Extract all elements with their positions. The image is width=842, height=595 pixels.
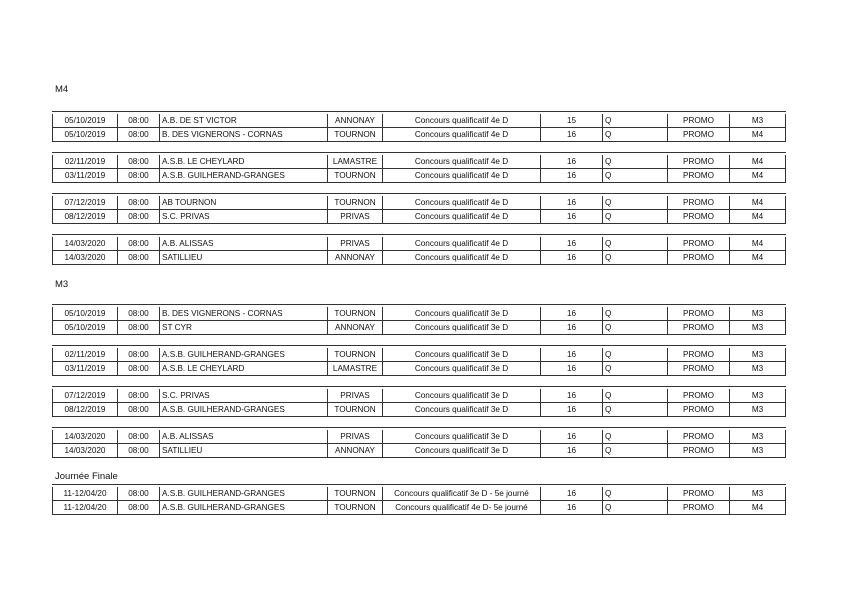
competition-cell: Concours qualificatif 4e D <box>382 251 540 264</box>
table-row <box>52 307 786 321</box>
time-cell: 08:00 <box>117 389 159 402</box>
number-cell: 16 <box>540 155 602 168</box>
time-cell: 08:00 <box>117 348 159 361</box>
level-cell: M3 <box>729 430 786 443</box>
table-row <box>52 321 786 335</box>
number-cell: 16 <box>540 444 602 457</box>
qualif-cell: Q <box>602 169 667 182</box>
competition-cell: Concours qualificatif 3e D <box>382 430 540 443</box>
m4-table-group <box>52 111 786 142</box>
club-cell: A.S.B. GUILHERAND-GRANGES <box>159 501 327 514</box>
competition-cell: Concours qualificatif 3e D - 5e journé <box>382 487 540 500</box>
category-cell: PROMO <box>667 389 729 402</box>
table-row <box>52 487 786 501</box>
table-top-border <box>52 304 786 305</box>
category-cell: PROMO <box>667 348 729 361</box>
time-cell: 08:00 <box>117 128 159 141</box>
competition-cell: Concours qualificatif 3e D <box>382 403 540 416</box>
table-row <box>52 362 786 376</box>
level-cell: M4 <box>729 128 786 141</box>
city-cell: ANNONAY <box>327 114 382 127</box>
time-cell: 08:00 <box>117 430 159 443</box>
level-cell: M4 <box>729 210 786 223</box>
category-cell: PROMO <box>667 155 729 168</box>
competition-cell: Concours qualificatif 4e D <box>382 128 540 141</box>
competition-cell: Concours qualificatif 3e D <box>382 321 540 334</box>
club-cell: A.S.B. GUILHERAND-GRANGES <box>159 169 327 182</box>
club-cell: A.S.B. LE CHEYLARD <box>159 362 327 375</box>
club-cell: B. DES VIGNERONS - CORNAS <box>159 128 327 141</box>
qualif-cell: Q <box>602 128 667 141</box>
date-cell: 05/10/2019 <box>52 128 117 141</box>
category-cell: PROMO <box>667 169 729 182</box>
m3-table-group <box>52 427 786 458</box>
competition-cell: Concours qualificatif 4e D <box>382 196 540 209</box>
time-cell: 08:00 <box>117 169 159 182</box>
number-cell: 16 <box>540 307 602 320</box>
club-cell: AB TOURNON <box>159 196 327 209</box>
club-cell: B. DES VIGNERONS - CORNAS <box>159 307 327 320</box>
date-cell: 05/10/2019 <box>52 321 117 334</box>
number-cell: 15 <box>540 114 602 127</box>
qualif-cell: Q <box>602 348 667 361</box>
time-cell: 08:00 <box>117 501 159 514</box>
table-row <box>52 430 786 444</box>
time-cell: 08:00 <box>117 403 159 416</box>
city-cell: LAMASTRE <box>327 362 382 375</box>
date-cell: 07/12/2019 <box>52 389 117 402</box>
date-cell: 07/12/2019 <box>52 196 117 209</box>
city-cell: TOURNON <box>327 169 382 182</box>
level-cell: M3 <box>729 487 786 500</box>
date-cell: 03/11/2019 <box>52 169 117 182</box>
city-cell: TOURNON <box>327 196 382 209</box>
time-cell: 08:00 <box>117 307 159 320</box>
date-cell: 02/11/2019 <box>52 348 117 361</box>
competition-cell: Concours qualificatif 3e D <box>382 348 540 361</box>
city-cell: LAMASTRE <box>327 155 382 168</box>
competition-cell: Concours qualificatif 4e D <box>382 114 540 127</box>
competition-cell: Concours qualificatif 4e D <box>382 155 540 168</box>
table-top-border <box>52 234 786 235</box>
category-cell: PROMO <box>667 444 729 457</box>
category-cell: PROMO <box>667 321 729 334</box>
category-cell: PROMO <box>667 237 729 250</box>
date-cell: 14/03/2020 <box>52 237 117 250</box>
table-row <box>52 169 786 183</box>
level-cell: M3 <box>729 389 786 402</box>
club-cell: ST CYR <box>159 321 327 334</box>
time-cell: 08:00 <box>117 444 159 457</box>
qualif-cell: Q <box>602 444 667 457</box>
level-cell: M3 <box>729 403 786 416</box>
table-row <box>52 114 786 128</box>
time-cell: 08:00 <box>117 210 159 223</box>
level-cell: M4 <box>729 155 786 168</box>
date-cell: 02/11/2019 <box>52 155 117 168</box>
city-cell: TOURNON <box>327 128 382 141</box>
city-cell: ANNONAY <box>327 321 382 334</box>
city-cell: TOURNON <box>327 307 382 320</box>
category-cell: PROMO <box>667 362 729 375</box>
club-cell: A.S.B. GUILHERAND-GRANGES <box>159 348 327 361</box>
competition-cell: Concours qualificatif 4e D- 5e journé <box>382 501 540 514</box>
competition-cell: Concours qualificatif 3e D <box>382 307 540 320</box>
club-cell: A.B. ALISSAS <box>159 237 327 250</box>
qualif-cell: Q <box>602 155 667 168</box>
section-title-m4: M4 <box>55 84 69 95</box>
category-cell: PROMO <box>667 501 729 514</box>
date-cell: 03/11/2019 <box>52 362 117 375</box>
city-cell: PRIVAS <box>327 237 382 250</box>
category-cell: PROMO <box>667 487 729 500</box>
time-cell: 08:00 <box>117 237 159 250</box>
table-row <box>52 128 786 142</box>
category-cell: PROMO <box>667 251 729 264</box>
number-cell: 16 <box>540 430 602 443</box>
finale-table-group <box>52 484 786 515</box>
time-cell: 08:00 <box>117 362 159 375</box>
number-cell: 16 <box>540 251 602 264</box>
time-cell: 08:00 <box>117 487 159 500</box>
level-cell: M3 <box>729 307 786 320</box>
date-cell: 08/12/2019 <box>52 403 117 416</box>
section-title-finale: Journée Finale <box>55 471 118 482</box>
date-cell: 08/12/2019 <box>52 210 117 223</box>
qualif-cell: Q <box>602 501 667 514</box>
city-cell: PRIVAS <box>327 430 382 443</box>
number-cell: 16 <box>540 348 602 361</box>
category-cell: PROMO <box>667 210 729 223</box>
category-cell: PROMO <box>667 114 729 127</box>
table-top-border <box>52 345 786 346</box>
level-cell: M3 <box>729 321 786 334</box>
table-row <box>52 501 786 515</box>
category-cell: PROMO <box>667 307 729 320</box>
club-cell: A.B. ALISSAS <box>159 430 327 443</box>
competition-cell: Concours qualificatif 3e D <box>382 389 540 402</box>
competition-cell: Concours qualificatif 4e D <box>382 210 540 223</box>
city-cell: PRIVAS <box>327 210 382 223</box>
number-cell: 16 <box>540 237 602 250</box>
section-title-m3: M3 <box>55 279 69 290</box>
table-top-border <box>52 111 786 112</box>
number-cell: 16 <box>540 389 602 402</box>
club-cell: A.S.B. GUILHERAND-GRANGES <box>159 403 327 416</box>
table-top-border <box>52 193 786 194</box>
level-cell: M4 <box>729 251 786 264</box>
time-cell: 08:00 <box>117 114 159 127</box>
club-cell: SATILLIEU <box>159 444 327 457</box>
date-cell: 11-12/04/20 <box>52 487 117 500</box>
level-cell: M4 <box>729 237 786 250</box>
table-row <box>52 155 786 169</box>
date-cell: 14/03/2020 <box>52 430 117 443</box>
club-cell: A.B. DE ST VICTOR <box>159 114 327 127</box>
number-cell: 16 <box>540 403 602 416</box>
level-cell: M4 <box>729 501 786 514</box>
number-cell: 16 <box>540 196 602 209</box>
time-cell: 08:00 <box>117 321 159 334</box>
competition-cell: Concours qualificatif 3e D <box>382 444 540 457</box>
qualif-cell: Q <box>602 114 667 127</box>
table-row <box>52 348 786 362</box>
club-cell: S.C. PRIVAS <box>159 210 327 223</box>
number-cell: 16 <box>540 210 602 223</box>
level-cell: M3 <box>729 444 786 457</box>
table-row <box>52 251 786 265</box>
city-cell: TOURNON <box>327 487 382 500</box>
category-cell: PROMO <box>667 196 729 209</box>
table-top-border <box>52 386 786 387</box>
table-row <box>52 210 786 224</box>
table-row <box>52 196 786 210</box>
level-cell: M3 <box>729 348 786 361</box>
number-cell: 16 <box>540 362 602 375</box>
table-top-border <box>52 484 786 485</box>
qualif-cell: Q <box>602 362 667 375</box>
competition-cell: Concours qualificatif 4e D <box>382 169 540 182</box>
club-cell: A.S.B. GUILHERAND-GRANGES <box>159 487 327 500</box>
qualif-cell: Q <box>602 321 667 334</box>
level-cell: M4 <box>729 196 786 209</box>
city-cell: TOURNON <box>327 403 382 416</box>
time-cell: 08:00 <box>117 155 159 168</box>
time-cell: 08:00 <box>117 196 159 209</box>
competition-cell: Concours qualificatif 4e D <box>382 237 540 250</box>
table-row <box>52 403 786 417</box>
date-cell: 14/03/2020 <box>52 444 117 457</box>
m3-table-group <box>52 304 786 335</box>
m4-table-group <box>52 152 786 183</box>
level-cell: M4 <box>729 169 786 182</box>
level-cell: M3 <box>729 362 786 375</box>
qualif-cell: Q <box>602 307 667 320</box>
time-cell: 08:00 <box>117 251 159 264</box>
club-cell: SATILLIEU <box>159 251 327 264</box>
table-row <box>52 389 786 403</box>
m4-table-group <box>52 193 786 224</box>
category-cell: PROMO <box>667 430 729 443</box>
number-cell: 16 <box>540 169 602 182</box>
qualif-cell: Q <box>602 403 667 416</box>
city-cell: ANNONAY <box>327 251 382 264</box>
city-cell: TOURNON <box>327 348 382 361</box>
level-cell: M3 <box>729 114 786 127</box>
club-cell: A.S.B. LE CHEYLARD <box>159 155 327 168</box>
table-row <box>52 237 786 251</box>
category-cell: PROMO <box>667 403 729 416</box>
m3-table-group <box>52 386 786 417</box>
qualif-cell: Q <box>602 237 667 250</box>
number-cell: 16 <box>540 321 602 334</box>
competition-cell: Concours qualificatif 3e D <box>382 362 540 375</box>
date-cell: 11-12/04/20 <box>52 501 117 514</box>
qualif-cell: Q <box>602 487 667 500</box>
city-cell: ANNONAY <box>327 444 382 457</box>
qualif-cell: Q <box>602 196 667 209</box>
m3-table-group <box>52 345 786 376</box>
number-cell: 16 <box>540 501 602 514</box>
date-cell: 05/10/2019 <box>52 307 117 320</box>
city-cell: TOURNON <box>327 501 382 514</box>
table-top-border <box>52 152 786 153</box>
qualif-cell: Q <box>602 389 667 402</box>
city-cell: PRIVAS <box>327 389 382 402</box>
m4-table-group <box>52 234 786 265</box>
club-cell: S.C. PRIVAS <box>159 389 327 402</box>
qualif-cell: Q <box>602 251 667 264</box>
date-cell: 05/10/2019 <box>52 114 117 127</box>
qualif-cell: Q <box>602 430 667 443</box>
number-cell: 16 <box>540 128 602 141</box>
date-cell: 14/03/2020 <box>52 251 117 264</box>
table-row <box>52 444 786 458</box>
category-cell: PROMO <box>667 128 729 141</box>
qualif-cell: Q <box>602 210 667 223</box>
number-cell: 16 <box>540 487 602 500</box>
table-top-border <box>52 427 786 428</box>
